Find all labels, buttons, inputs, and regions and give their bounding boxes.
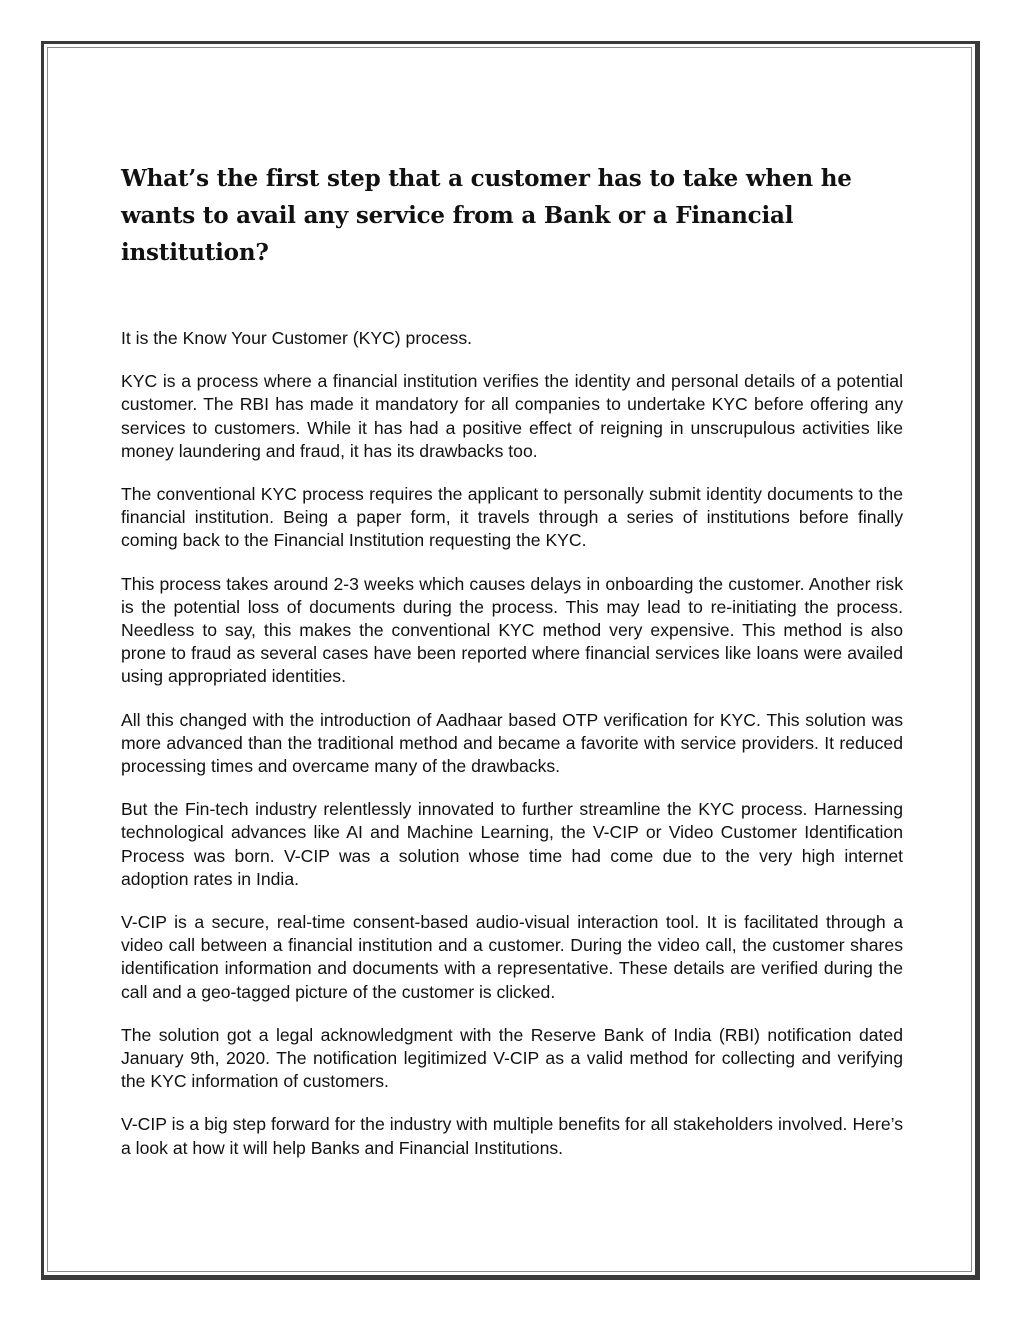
document-title: What’s the first step that a customer has to take when he wants to avail any service from a Bank or a Financial institution? <box>121 165 852 266</box>
paragraph-aadhaar-otp: All this changed with the introduction of Aadhaar based OTP verification for KYC. This solution was more advanced than the traditional method and became a favorite with service providers. It reduced processing times and overcame many of the drawbacks. <box>121 709 903 777</box>
paragraph-fintech-vcip: But the Fin-tech industry relentlessly innovated to further streamline the KYC process. Harnessing technological advances like AI and Machine Learning, the V-CIP or Video Customer Identification Process was born. V-CIP was a solution whose time had come due to the very high internet adoption rates in India. <box>121 799 903 889</box>
paragraph-conventional-kyc: The conventional KYC process requires the applicant to personally submit identity documents to the financial institution. Being a paper form, it travels through a series of institutions before finally coming back to the Financial Institution requesting the KYC. <box>121 484 903 551</box>
paragraph-vcip-definition: V-CIP is a secure, real-time consent-based audio-visual interaction tool. It is facilitated through a video call between a financial institution and a customer. During the video call, the customer shares identification information and documents with a representative. These details are verified during the call and a geo-tagged picture of the customer is clicked. <box>121 912 903 1002</box>
paragraph-rbi-notification: The solution got a legal acknowledgment with the Reserve Bank of India (RBI) notification dated January 9th, 2020. The notification legitimized V-CIP as a valid method for collecting and verifying the KYC information of customers. <box>121 1024 903 1092</box>
paragraph-kyc-intro: It is the Know Your Customer (KYC) process. <box>121 328 473 348</box>
paragraph-kyc-definition: KYC is a process where a financial institution verifies the identity and personal details of a potential customer. The RBI has made it mandatory for all companies to undertake KYC before offering any services to customers. While it has had a positive effect of reigning in unscrupulous activities like money laundering and fraud, it has its drawbacks too. <box>121 371 903 461</box>
document-body <box>121 160 903 1180</box>
paragraph-kyc-delays: This process takes around 2-3 weeks which causes delays in onboarding the customer. Another risk is the potential loss of documents during the process. This may lead to re-initiating the process. Needless to say, this makes the conventional KYC method very expensive. This method is also prone to fraud as several cases have been reported where financial services like loans were availed using appropriated identities. <box>121 573 903 687</box>
paragraph-vcip-benefits: V-CIP is a big step forward for the industry with multiple benefits for all stakeholders involved. Here’s a look at how it will help Banks and Financial Institutions. <box>121 1114 903 1158</box>
